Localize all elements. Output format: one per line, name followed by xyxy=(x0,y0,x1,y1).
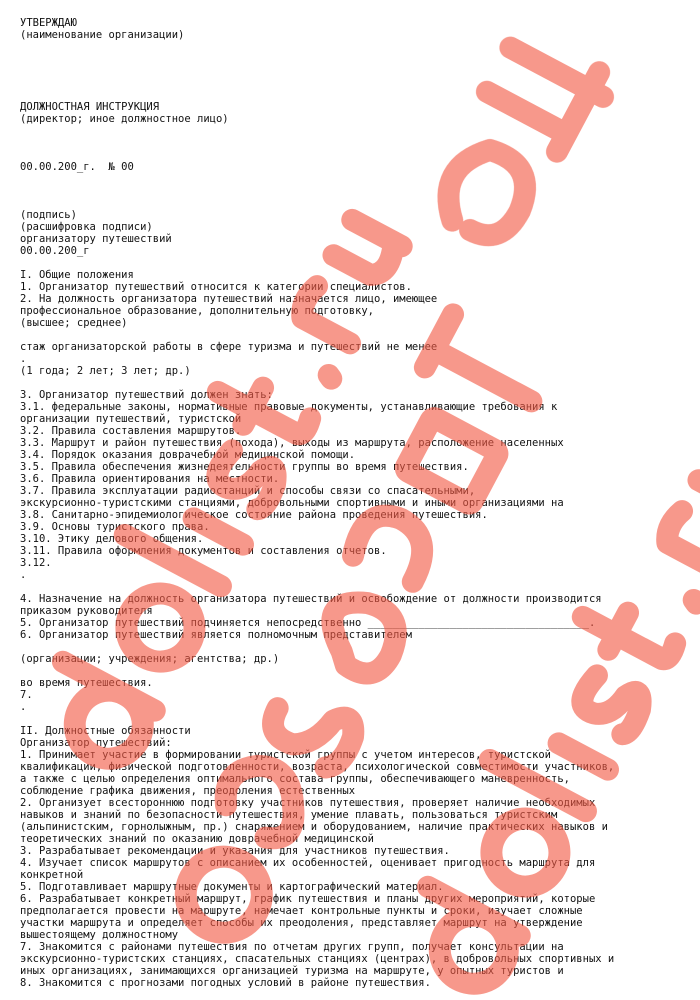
text-line: а также с целью определения оптимального состава группы, обеспечивающего маневренность, xyxy=(20,773,570,785)
text-line: II. Должностные обязанности xyxy=(20,725,191,737)
text-line: ДОЛЖНОСТНАЯ ИНСТРУКЦИЯ xyxy=(20,101,160,113)
text-line: 5. Подготавливает маршрутные документы и картографический материал. xyxy=(20,881,444,893)
text-line: I. Общие положения xyxy=(20,269,134,281)
text-line: (подпись) xyxy=(20,209,77,221)
text-line: 6. Разрабатывает конкретный маршрут, график путешествия и планы других мероприятий, которые xyxy=(20,893,596,905)
text-line: стаж организаторской работы в сфере туризма и путешествий не менее xyxy=(20,341,438,353)
text-line: 3.6. Правила ориентирования на местности. xyxy=(20,473,280,485)
text-line: экскурсионно-туристскими станциями, добровольными спортивными и иными организациями на xyxy=(20,497,564,509)
text-line: 00.00.200_г. № 00 xyxy=(20,161,134,173)
text-line: 1. Организатор путешествий относится к категории специалистов. xyxy=(20,281,412,293)
text-line: 3.3. Маршрут и район путешествия (похода), выходы из маршрута, расположение населенных xyxy=(20,437,564,449)
text-line: 8. Знакомится с прогнозами погодных условий в районе путешествия. xyxy=(20,977,431,989)
text-line: 3.2. Правила составления маршрутов. xyxy=(20,425,242,437)
text-line xyxy=(20,581,690,593)
text-line: 3.5. Правила обеспечения жизнедеятельности группы во время путешествия. xyxy=(20,461,469,473)
text-line: соблюдение графика движения, преодоления естественных xyxy=(20,785,356,797)
text-line: (директор; иное должностное лицо) xyxy=(20,113,229,125)
text-line: экскурсионно-туристских станциях, спасательных станциях (центрах), в добровольных спортивных и xyxy=(20,953,615,965)
text-line xyxy=(20,185,690,197)
text-line: конкретной xyxy=(20,869,84,881)
text-line: участки маршрута и определяет способы их преодоления, представляет маршрут на утверждение xyxy=(20,917,583,929)
text-line: профессиональное образование, дополнительную подготовку, xyxy=(20,305,375,317)
text-line: . xyxy=(20,353,27,365)
text-line: 3. Организатор путешествий должен знать: xyxy=(20,389,273,401)
text-line: 5. Организатор путешествий подчиняется непосредственно ___________________________________. xyxy=(20,617,596,629)
text-line: (расшифровка подписи) xyxy=(20,221,153,233)
text-line: 3.12. xyxy=(20,557,52,569)
text-line: во время путешествия. xyxy=(20,677,153,689)
text-line: (организации; учреждения; агентства; др.) xyxy=(20,653,280,665)
text-line: теоретических знаний по оказанию доврачебной медицинской xyxy=(20,833,375,845)
text-line: предполагается провести на маршруте, намечает контрольные пункты и сроки, изучает сложные xyxy=(20,905,583,917)
text-line: 7. xyxy=(20,689,33,701)
text-line xyxy=(20,89,690,101)
text-line: 4. Назначение на должность организатора путешествий и освобождение от должности производится xyxy=(20,593,602,605)
text-line: 2. На должность организатора путешествий назначается лицо, имеющее xyxy=(20,293,438,305)
text-line: 3.9. Основы туристского права. xyxy=(20,521,210,533)
text-line: 3.11. Правила оформления документов и составления отчетов. xyxy=(20,545,387,557)
text-line xyxy=(20,641,690,653)
text-line xyxy=(20,65,690,77)
text-line: организации путешествий, туристской xyxy=(20,413,242,425)
text-line: . xyxy=(20,569,27,581)
text-line: иных организациях, занимающихся организацией туризма на маршруте, у опытных туристов и xyxy=(20,965,564,977)
text-line: (высшее; среднее) xyxy=(20,317,128,329)
text-line: Организатор путешествий: xyxy=(20,737,172,749)
text-line: 3.8. Санитарно-эпидемиологическое состояние района проведения путешествия. xyxy=(20,509,488,521)
text-line xyxy=(20,125,690,137)
text-line xyxy=(20,41,690,53)
text-line: 3.1. федеральные законы, нормативные правовые документы, устанавливающие требования к xyxy=(20,401,558,413)
text-line: 3.7. Правила эксплуатации радиостанций и способы связи со спасательными, xyxy=(20,485,476,497)
text-line xyxy=(20,377,690,389)
text-line: 2. Организует всестороннюю подготовку участников путешествия, проверяет наличие необходимых xyxy=(20,797,596,809)
text-line xyxy=(20,329,690,341)
text-line: (наименование организации) xyxy=(20,29,185,41)
text-line xyxy=(20,665,690,677)
text-line: организатору путешествий xyxy=(20,233,172,245)
text-line: 1. Принимает участие в формировании туристской группы с учетом интересов, туристской xyxy=(20,749,552,761)
text-line: 3.4. Порядок оказания доврачебной медицинской помощи. xyxy=(20,449,356,461)
text-line: квалификации, физической подготовленности, возраста, психологической совместимости участников, xyxy=(20,761,615,773)
text-line: 7. Знакомится с районами путешествия по отчетам других групп, получает консультации на xyxy=(20,941,564,953)
text-line xyxy=(20,173,690,185)
text-line: 4. Изучает список маршрутов с описанием их особенностей, оценивает пригодность маршрута для xyxy=(20,857,596,869)
text-line: 3. Разрабатывает рекомендации и указания для участников путешествия. xyxy=(20,845,450,857)
text-line: вышестоящему должностному xyxy=(20,929,179,941)
text-line: 3.10. Этику делового общения. xyxy=(20,533,204,545)
text-line: навыков и знаний по безопасности путешествия, умение плавать, пользоваться туристским xyxy=(20,809,558,821)
text-line: УТВЕРЖДАЮ xyxy=(20,17,77,29)
text-line: (альпинистским, горнолыжным, пр.) снаряжением и оборудованием, наличие практических навыков и xyxy=(20,821,608,833)
text-line xyxy=(20,713,690,725)
text-line: 00.00.200_г xyxy=(20,245,90,257)
text-line: . xyxy=(20,701,27,713)
text-line: (1 года; 2 лет; 3 лет; др.) xyxy=(20,365,191,377)
text-line xyxy=(20,149,690,161)
document-body xyxy=(20,17,690,989)
text-line xyxy=(20,77,690,89)
text-line: 6. Организатор путешествий является полномочным представителем xyxy=(20,629,412,641)
text-line xyxy=(20,53,690,65)
text-line xyxy=(20,257,690,269)
text-line xyxy=(20,197,690,209)
text-line xyxy=(20,137,690,149)
text-line: приказом руководителя xyxy=(20,605,153,617)
